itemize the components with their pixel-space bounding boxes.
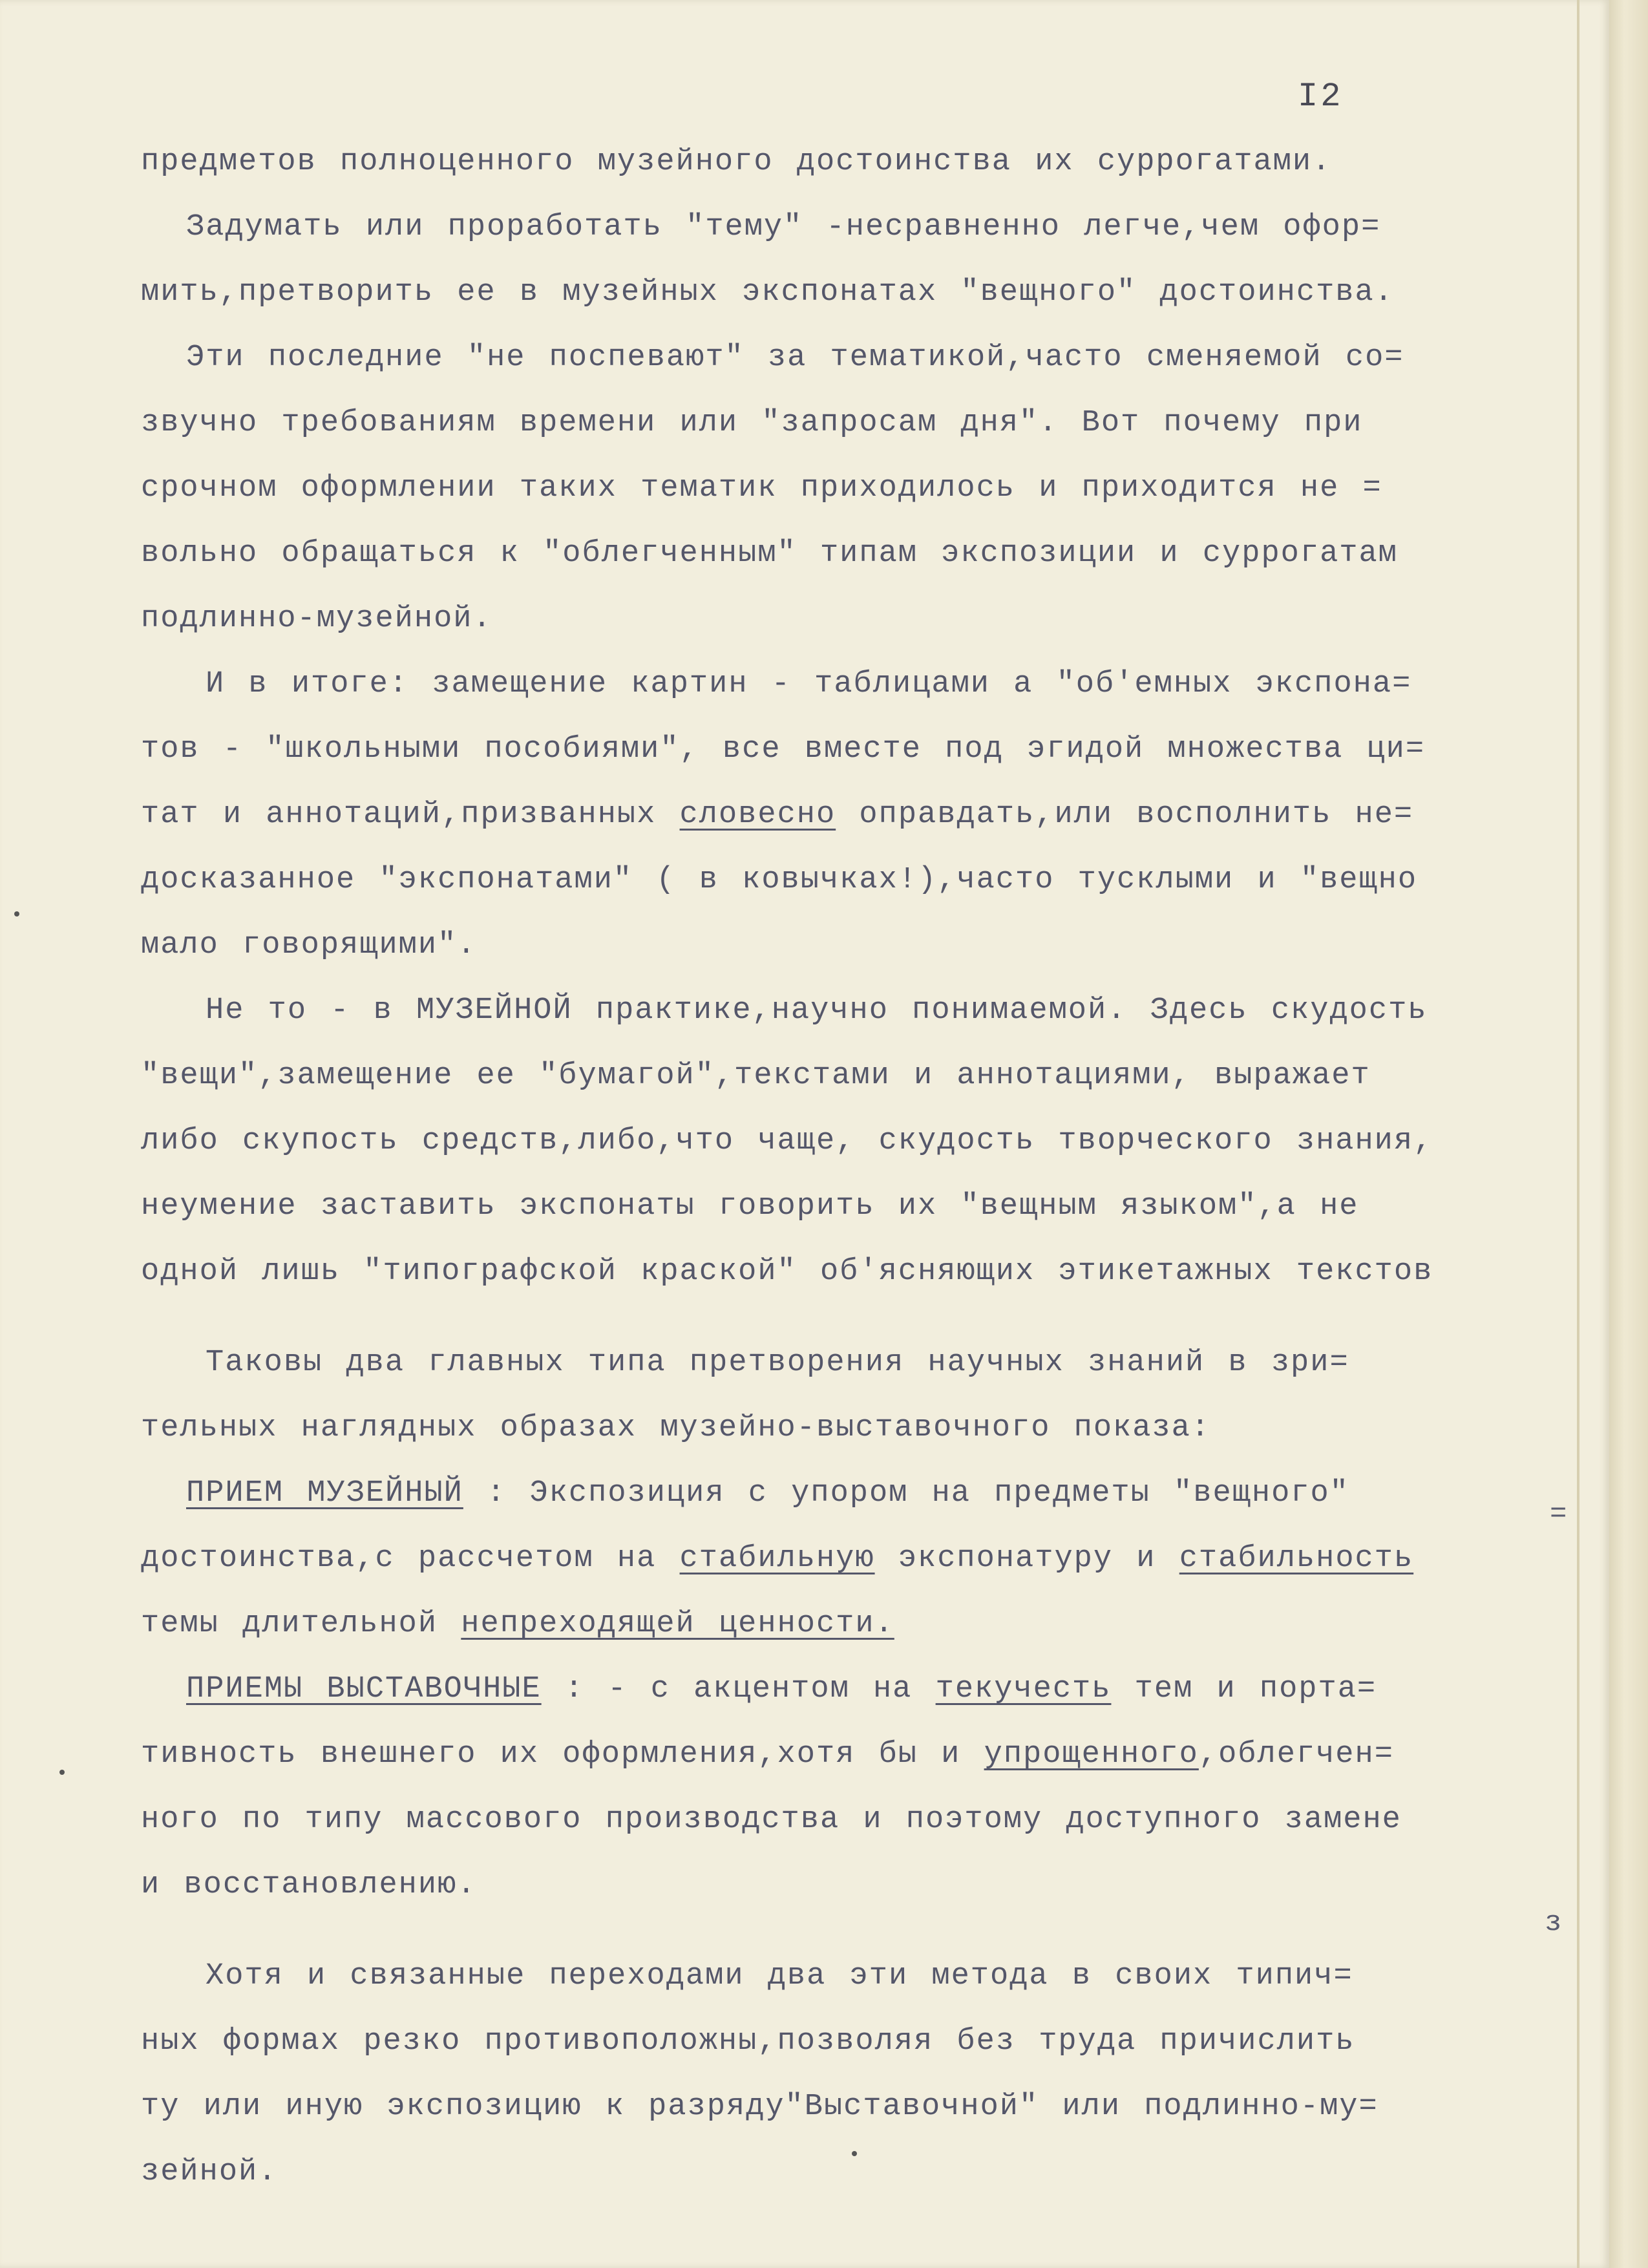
text-line: Таковы два главных типа претворения научных знаний в зри= [206, 1346, 1349, 1380]
text-line: звучно требованиям времени или "запросам дня". Вот почему при [141, 406, 1363, 440]
underlined-word: словесно [679, 798, 836, 832]
margin-mark: = [1550, 1498, 1567, 1531]
underlined-phrase: непреходящей ценности. [461, 1607, 894, 1641]
text-line: тельных наглядных образах музейно-выставочного показа: [141, 1411, 1211, 1445]
text-line: Задумать или проработать "тему" -несравненно легче,чем офор= [186, 210, 1381, 244]
next-page-edge [1609, 0, 1648, 2268]
text-line [141, 1722, 1589, 1787]
text-line [141, 782, 1589, 847]
underlined-word: упрощенного [984, 1737, 1199, 1772]
text-fragment: достоинства,с рассчетом на [141, 1542, 657, 1576]
text-line: срочном оформлении таких тематик приходилось и приходится не = [141, 471, 1382, 505]
text-fragment: темы длительной [141, 1607, 438, 1641]
text-line: Не то - в МУЗЕЙНОЙ практике,научно понимаемой. Здесь скудость [206, 993, 1428, 1028]
text-line [141, 1526, 1589, 1591]
text-line [141, 1591, 1589, 1657]
text-line: Эти последние "не поспевают" за тематикой,часто сменяемой со= [186, 341, 1404, 375]
margin-mark: з [1545, 1907, 1562, 1939]
text-fragment: тат и аннотаций,призванных [141, 798, 657, 832]
text-fragment: ,облегчен= [1198, 1737, 1394, 1772]
text-line: одной лишь "типографской краской" об'ясняющих этикетажных текстов [141, 1255, 1433, 1289]
text-line: и восстановлению. [141, 1868, 477, 1902]
text-line: вольно обращаться к "облегченным" типам экспозиции и суррогатам [141, 536, 1398, 571]
text-line: ту или иную экспозицию к разряду"Выставочной" или подлинно-му= [141, 2090, 1379, 2124]
text-line: "вещи",замещение ее "бумагой",текстами и аннотациями, выражает [141, 1059, 1371, 1093]
text-line: Хотя и связанные переходами два эти метода в своих типич= [206, 1959, 1353, 1993]
text-fragment: тем и порта= [1134, 1672, 1377, 1706]
text-line: предметов полноценного музейного достоинства их суррогатами. [141, 145, 1332, 179]
underlined-heading: ПРИЕМЫ ВЫСТАВОЧНЫЕ [186, 1672, 542, 1706]
text-fragment: : Экспозиция с упором на предметы "вещного" [487, 1476, 1349, 1510]
text-line: досказанное "экспонатами" ( в ковычках!),часто тусклыми и "вещно [141, 863, 1418, 897]
text-fragment: оправдать,или восполнить не= [859, 798, 1414, 832]
text-line: тов - "школьными пособиями", все вместе под эгидой множества ци= [141, 732, 1426, 767]
underlined-word: стабильность [1179, 1542, 1414, 1576]
text-fragment: экспонатуру и [898, 1542, 1156, 1576]
ink-speck [14, 911, 19, 917]
text-line: мить,претворить ее в музейных экспонатах "вещного" достоинства. [141, 275, 1394, 310]
underlined-heading: ПРИЕМ МУЗЕЙНЫЙ [186, 1476, 463, 1510]
ink-speck [852, 2151, 857, 2156]
ink-speck [59, 1770, 65, 1775]
text-line [141, 1657, 1589, 1722]
text-line: подлинно-музейной. [141, 602, 492, 636]
text-line: неумение заставить экспонаты говорить их "вещным языком",а не [141, 1189, 1359, 1224]
text-line: мало говорящими". [141, 928, 477, 962]
underlined-word: стабильную [679, 1542, 875, 1576]
text-line: либо скупость средств,либо,что чаще, скудость творческого знания, [141, 1124, 1433, 1158]
body-text [141, 129, 1589, 2205]
text-fragment: : - с акцентом на [564, 1672, 913, 1706]
text-line: ных формах резко противоположны,позволяя без труда причислить [141, 2024, 1355, 2059]
text-line: ного по типу массового производства и поэтому доступного замене [141, 1803, 1402, 1837]
underlined-word: текучесть [935, 1672, 1112, 1706]
text-line: зейной. [141, 2155, 278, 2189]
text-line [141, 1461, 1589, 1526]
page-number: I2 [1298, 78, 1344, 116]
text-line: И в итоге: замещение картин - таблицами а "об'емных экспона= [206, 667, 1412, 701]
text-fragment: тивность внешнего их оформления,хотя бы и [141, 1737, 961, 1772]
